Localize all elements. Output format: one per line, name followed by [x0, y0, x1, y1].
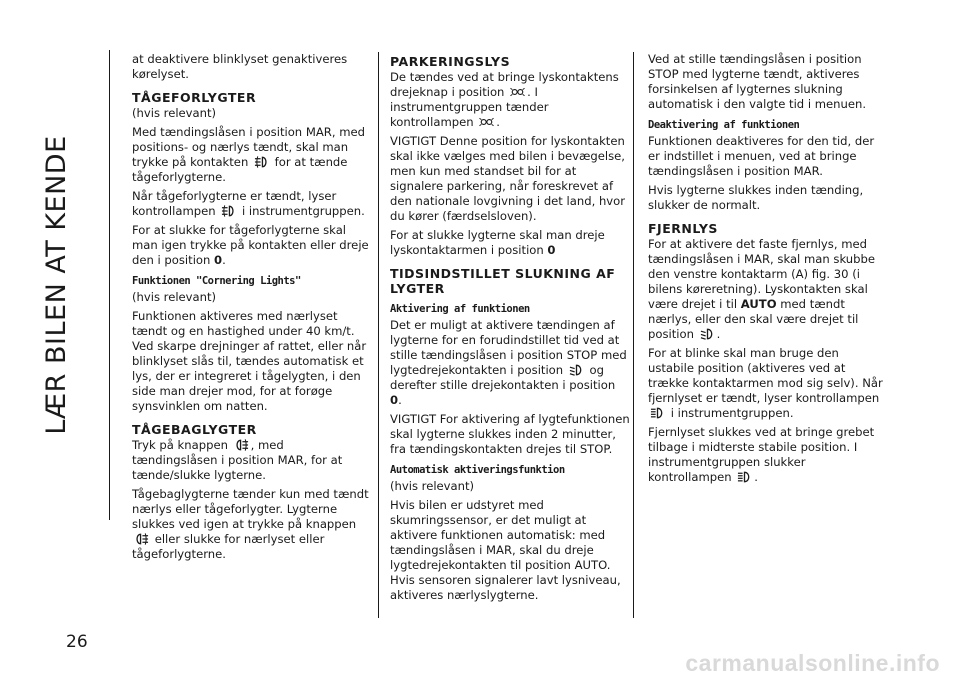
paragraph: Hvis bilen er udstyret med skumringssensor, er det muligt at aktivere funktionen automatisk: med tændingslåsen i MAR, skal du dreje lygtedrejekontakten til position AUTO. Hvis sensoren signalerer lavt lysniveau, aktiveres nærlyslygterne. — [390, 498, 621, 602]
watermark: carmanualsonline.info — [685, 650, 940, 676]
position-label: 0 — [547, 243, 556, 257]
parking-light-icon — [479, 115, 494, 129]
text: For at blinke skal man bruge den ustabile position (aktiveres ved at trække kontaktarmen mod sig selv). Når fjernlyset er tændt, lyser kontrollampen — [648, 346, 883, 405]
text: Fjernlyset slukkes ved at bringe grebet tilbage i midterste stabile position. I instrumentgruppen slukker kontrollampen — [648, 425, 875, 484]
text: eller slukke for nærlyset eller tågeforlygterne. — [132, 532, 325, 561]
paragraph — [648, 237, 888, 342]
text: For at slukke for tågeforlygterne skal man igen trykke på kontakten eller dreje den i position — [132, 223, 369, 267]
heading-fog-front: TÅGEFORLYGTER — [132, 90, 257, 105]
section-title: LÆR BILEN AT KENDE — [41, 135, 72, 435]
heading-high-beam: FJERNLYS — [648, 221, 718, 236]
text: Tryk på knappen — [132, 438, 228, 452]
paragraph — [132, 125, 372, 185]
paragraph: Funktionen deaktiveres for den tid, der er indstillet i menuen, ved at bringe tændingslåsen i position MAR. — [648, 134, 875, 178]
paragraph: at deaktivere blinklyset genaktiveres kørelyset. — [132, 52, 348, 81]
rear-fog-light-icon — [134, 532, 149, 546]
column-2 — [390, 52, 630, 607]
high-beam-icon — [650, 406, 665, 420]
paragraph: (hvis relevant) — [132, 106, 217, 120]
paragraph — [390, 318, 630, 408]
rear-fog-light-icon — [234, 438, 249, 452]
column-divider — [633, 52, 634, 618]
heading-delayed-off: TIDSINDSTILLET SLUKNING AF LYGTER — [390, 266, 616, 296]
text: Tågebaglygterne tænder kun med tændt nærlys eller tågeforlygter. Lygterne slukkes ved igen at trykke på knappen — [132, 487, 369, 531]
heading-cornering: Funktionen "Cornering Lights" — [132, 275, 301, 287]
paragraph — [648, 425, 888, 485]
position-label: AUTO — [740, 297, 777, 311]
column-3 — [648, 52, 888, 489]
heading-activation: Aktivering af funktionen — [390, 303, 530, 315]
front-fog-light-icon — [221, 204, 236, 218]
paragraph — [132, 438, 372, 483]
heading-auto: Automatisk aktiveringsfunktion — [390, 464, 565, 476]
page-number: 26 — [66, 632, 88, 652]
paragraph — [132, 223, 372, 268]
text: . — [754, 470, 758, 484]
text: , med tændingslåsen i position MAR, for at tænde/slukke lygterne. — [132, 438, 343, 482]
text: . — [398, 393, 402, 407]
heading-fog-rear: TÅGEBAGLYGTER — [132, 422, 257, 437]
paragraph — [390, 70, 630, 130]
text: Med tændingslåsen i position MAR, med positions- og nærlys tændt, skal man trykke på kontakten — [132, 125, 365, 169]
text: . — [222, 253, 226, 267]
paragraph — [132, 189, 372, 219]
paragraph: (hvis relevant) — [390, 479, 475, 493]
column-1 — [132, 52, 372, 566]
high-beam-icon — [737, 470, 752, 484]
heading-parking: PARKERINGSLYS — [390, 54, 511, 69]
low-beam-icon — [569, 363, 584, 377]
paragraph: Ved at stille tændingslåsen i position STOP med lygterne tændt, aktiveres forsinkelsen af lygternes slukning automatisk i den valgte tid i menuen. — [648, 52, 867, 111]
heading-deactivation: Deaktivering af funktionen — [648, 119, 800, 131]
position-label: 0 — [214, 253, 223, 267]
text: Det er muligt at aktivere tændingen af lygterne for en forudindstillet tid ved at stille tændingslåsen i position STOP med lygtedrejekontakten i position — [390, 318, 627, 377]
text: . I instrumentgruppen tænder kontrollampen — [390, 85, 549, 129]
parking-light-icon — [510, 85, 525, 99]
text: For at slukke lygterne skal man dreje lyskontaktarmen i position — [390, 228, 605, 257]
low-beam-icon — [700, 327, 715, 341]
text: Når tågeforlygterne er tændt, lyser kontrollampen — [132, 189, 337, 218]
text: og derefter stille drejekontakten i position — [390, 363, 616, 392]
text: for at tænde tågeforlygterne. — [132, 155, 348, 184]
text: i instrumentgruppen. — [670, 406, 794, 420]
column-divider — [378, 52, 379, 618]
paragraph: Funktionen aktiveres med nærlyset tændt og en hastighed under 40 km/t. Ved skarpe drejninger af rattet, eller når blinklyset slås til, tændes automatisk et lys, der er integreret i tågelygten, i den side man drejer mod, for at forøge synsvinklen om natten. — [132, 309, 367, 413]
text: . — [716, 327, 721, 341]
position-label: 0 — [390, 393, 399, 407]
text: i instrumentgruppen. — [241, 204, 365, 218]
text: De tændes ved at bringe lyskontaktens drejeknap i position — [390, 70, 619, 99]
paragraph: (hvis relevant) — [132, 290, 217, 304]
section-divider — [109, 50, 110, 520]
paragraph: VIGTIGT Denne position for lyskontakten skal ikke vælges med bilen i bevægelse, men kun med standset bil for at signalere parkering, når foreskrevet af den nationale lovgivning i det land, hvor du kører (færdselsloven). — [390, 134, 626, 223]
paragraph — [648, 346, 888, 421]
text: . — [496, 115, 500, 129]
paragraph — [132, 487, 372, 562]
text: For at aktivere det faste fjernlys, med tændingslåsen i MAR, skal man skubbe den venstre kontaktarm (A) fig. 30 (i bilens køreretning). Lyskontakten skal være drejet i til — [648, 237, 875, 311]
text: med tændt nærlys, eller den skal være drejet til position — [648, 297, 859, 341]
paragraph: VIGTIGT For aktivering af lygtefunktionen skal lygterne slukkes inden 2 minutter, fra tændingskontakten drejes til STOP. — [390, 412, 630, 456]
paragraph — [390, 228, 630, 258]
paragraph: Hvis lygterne slukkes inden tænding, slukker de normalt. — [648, 183, 864, 212]
front-fog-light-icon — [254, 155, 269, 169]
